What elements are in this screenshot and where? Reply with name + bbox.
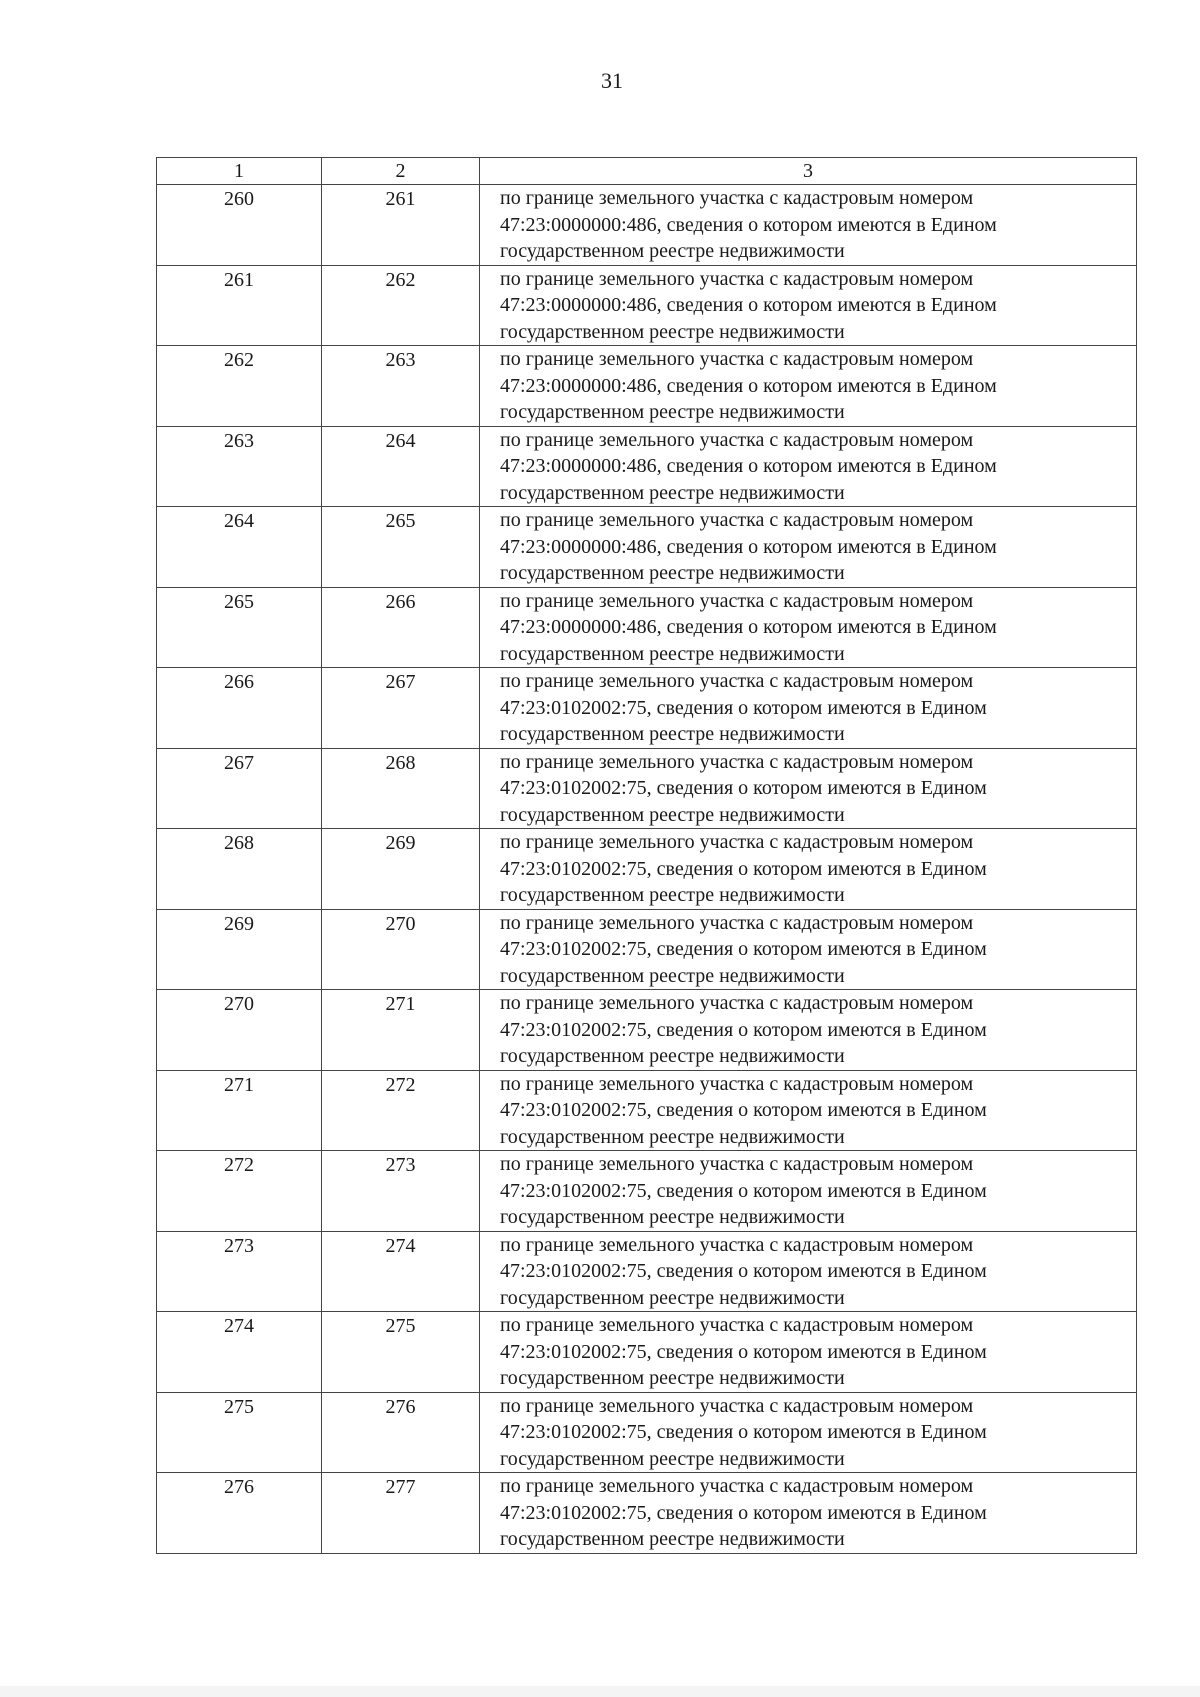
to-point-cell: 271 [322,990,480,1071]
table-row [157,909,1137,990]
to-point-cell: 270 [322,909,480,990]
description-cell: по границе земельного участка с кадастровым номером 47:23:0102002:75, сведения о котором имеются в Едином государственном реестре недвижимости [480,1231,1137,1312]
to-point-cell: 269 [322,829,480,910]
from-point-cell: 271 [157,1070,322,1151]
to-point-cell: 272 [322,1070,480,1151]
table-header-row [157,158,1137,185]
from-point-cell: 264 [157,507,322,588]
table-row [157,1231,1137,1312]
description-cell: по границе земельного участка с кадастровым номером 47:23:0000000:486, сведения о котором имеются в Едином государственном реестре недвижимости [480,185,1137,266]
description-cell: по границе земельного участка с кадастровым номером 47:23:0102002:75, сведения о котором имеются в Едином государственном реестре недвижимости [480,829,1137,910]
to-point-cell: 263 [322,346,480,427]
to-point-cell: 267 [322,668,480,749]
from-point-cell: 273 [157,1231,322,1312]
to-point-cell: 277 [322,1473,480,1554]
description-cell: по границе земельного участка с кадастровым номером 47:23:0102002:75, сведения о котором имеются в Едином государственном реестре недвижимости [480,668,1137,749]
to-point-cell: 275 [322,1312,480,1393]
to-point-cell: 264 [322,426,480,507]
table-row [157,1392,1137,1473]
from-point-cell: 274 [157,1312,322,1393]
scan-bottom-edge [0,1686,1200,1697]
from-point-cell: 276 [157,1473,322,1554]
description-cell: по границе земельного участка с кадастровым номером 47:23:0102002:75, сведения о котором имеются в Едином государственном реестре недвижимости [480,1151,1137,1232]
to-point-cell: 262 [322,265,480,346]
table-body [157,185,1137,1554]
description-cell: по границе земельного участка с кадастровым номером 47:23:0000000:486, сведения о котором имеются в Едином государственном реестре недвижимости [480,265,1137,346]
description-cell: по границе земельного участка с кадастровым номером 47:23:0102002:75, сведения о котором имеются в Едином государственном реестре недвижимости [480,1312,1137,1393]
from-point-cell: 265 [157,587,322,668]
table-row [157,507,1137,588]
to-point-cell: 266 [322,587,480,668]
from-point-cell: 272 [157,1151,322,1232]
description-cell: по границе земельного участка с кадастровым номером 47:23:0102002:75, сведения о котором имеются в Едином государственном реестре недвижимости [480,748,1137,829]
from-point-cell: 268 [157,829,322,910]
column-header-3: 3 [480,158,1137,185]
from-point-cell: 275 [157,1392,322,1473]
table-row [157,426,1137,507]
to-point-cell: 265 [322,507,480,588]
table-header [157,158,1137,185]
table-row [157,748,1137,829]
table-row [157,346,1137,427]
table-row [157,1070,1137,1151]
to-point-cell: 274 [322,1231,480,1312]
from-point-cell: 269 [157,909,322,990]
description-cell: по границе земельного участка с кадастровым номером 47:23:0102002:75, сведения о котором имеются в Едином государственном реестре недвижимости [480,990,1137,1071]
page-number: 31 [601,68,623,93]
from-point-cell: 267 [157,748,322,829]
description-cell: по границе земельного участка с кадастровым номером 47:23:0000000:486, сведения о котором имеются в Едином государственном реестре недвижимости [480,346,1137,427]
from-point-cell: 263 [157,426,322,507]
column-header-2: 2 [322,158,480,185]
description-cell: по границе земельного участка с кадастровым номером 47:23:0000000:486, сведения о котором имеются в Едином государственном реестре недвижимости [480,507,1137,588]
from-point-cell: 262 [157,346,322,427]
table-row [157,829,1137,910]
description-cell: по границе земельного участка с кадастровым номером 47:23:0102002:75, сведения о котором имеются в Едином государственном реестре недвижимости [480,1473,1137,1554]
from-point-cell: 260 [157,185,322,266]
boundary-table [156,157,1137,1554]
table-row [157,1151,1137,1232]
to-point-cell: 273 [322,1151,480,1232]
from-point-cell: 261 [157,265,322,346]
description-cell: по границе земельного участка с кадастровым номером 47:23:0000000:486, сведения о котором имеются в Едином государственном реестре недвижимости [480,426,1137,507]
from-point-cell: 266 [157,668,322,749]
to-point-cell: 276 [322,1392,480,1473]
description-cell: по границе земельного участка с кадастровым номером 47:23:0102002:75, сведения о котором имеются в Едином государственном реестре недвижимости [480,1392,1137,1473]
column-header-1: 1 [157,158,322,185]
table-row [157,668,1137,749]
from-point-cell: 270 [157,990,322,1071]
table-row [157,1312,1137,1393]
table-row [157,587,1137,668]
table-row [157,990,1137,1071]
table-row [157,185,1137,266]
to-point-cell: 268 [322,748,480,829]
description-cell: по границе земельного участка с кадастровым номером 47:23:0102002:75, сведения о котором имеются в Едином государственном реестре недвижимости [480,1070,1137,1151]
table-row [157,265,1137,346]
table-row [157,1473,1137,1554]
description-cell: по границе земельного участка с кадастровым номером 47:23:0102002:75, сведения о котором имеются в Едином государственном реестре недвижимости [480,909,1137,990]
description-cell: по границе земельного участка с кадастровым номером 47:23:0000000:486, сведения о котором имеются в Едином государственном реестре недвижимости [480,587,1137,668]
to-point-cell: 261 [322,185,480,266]
